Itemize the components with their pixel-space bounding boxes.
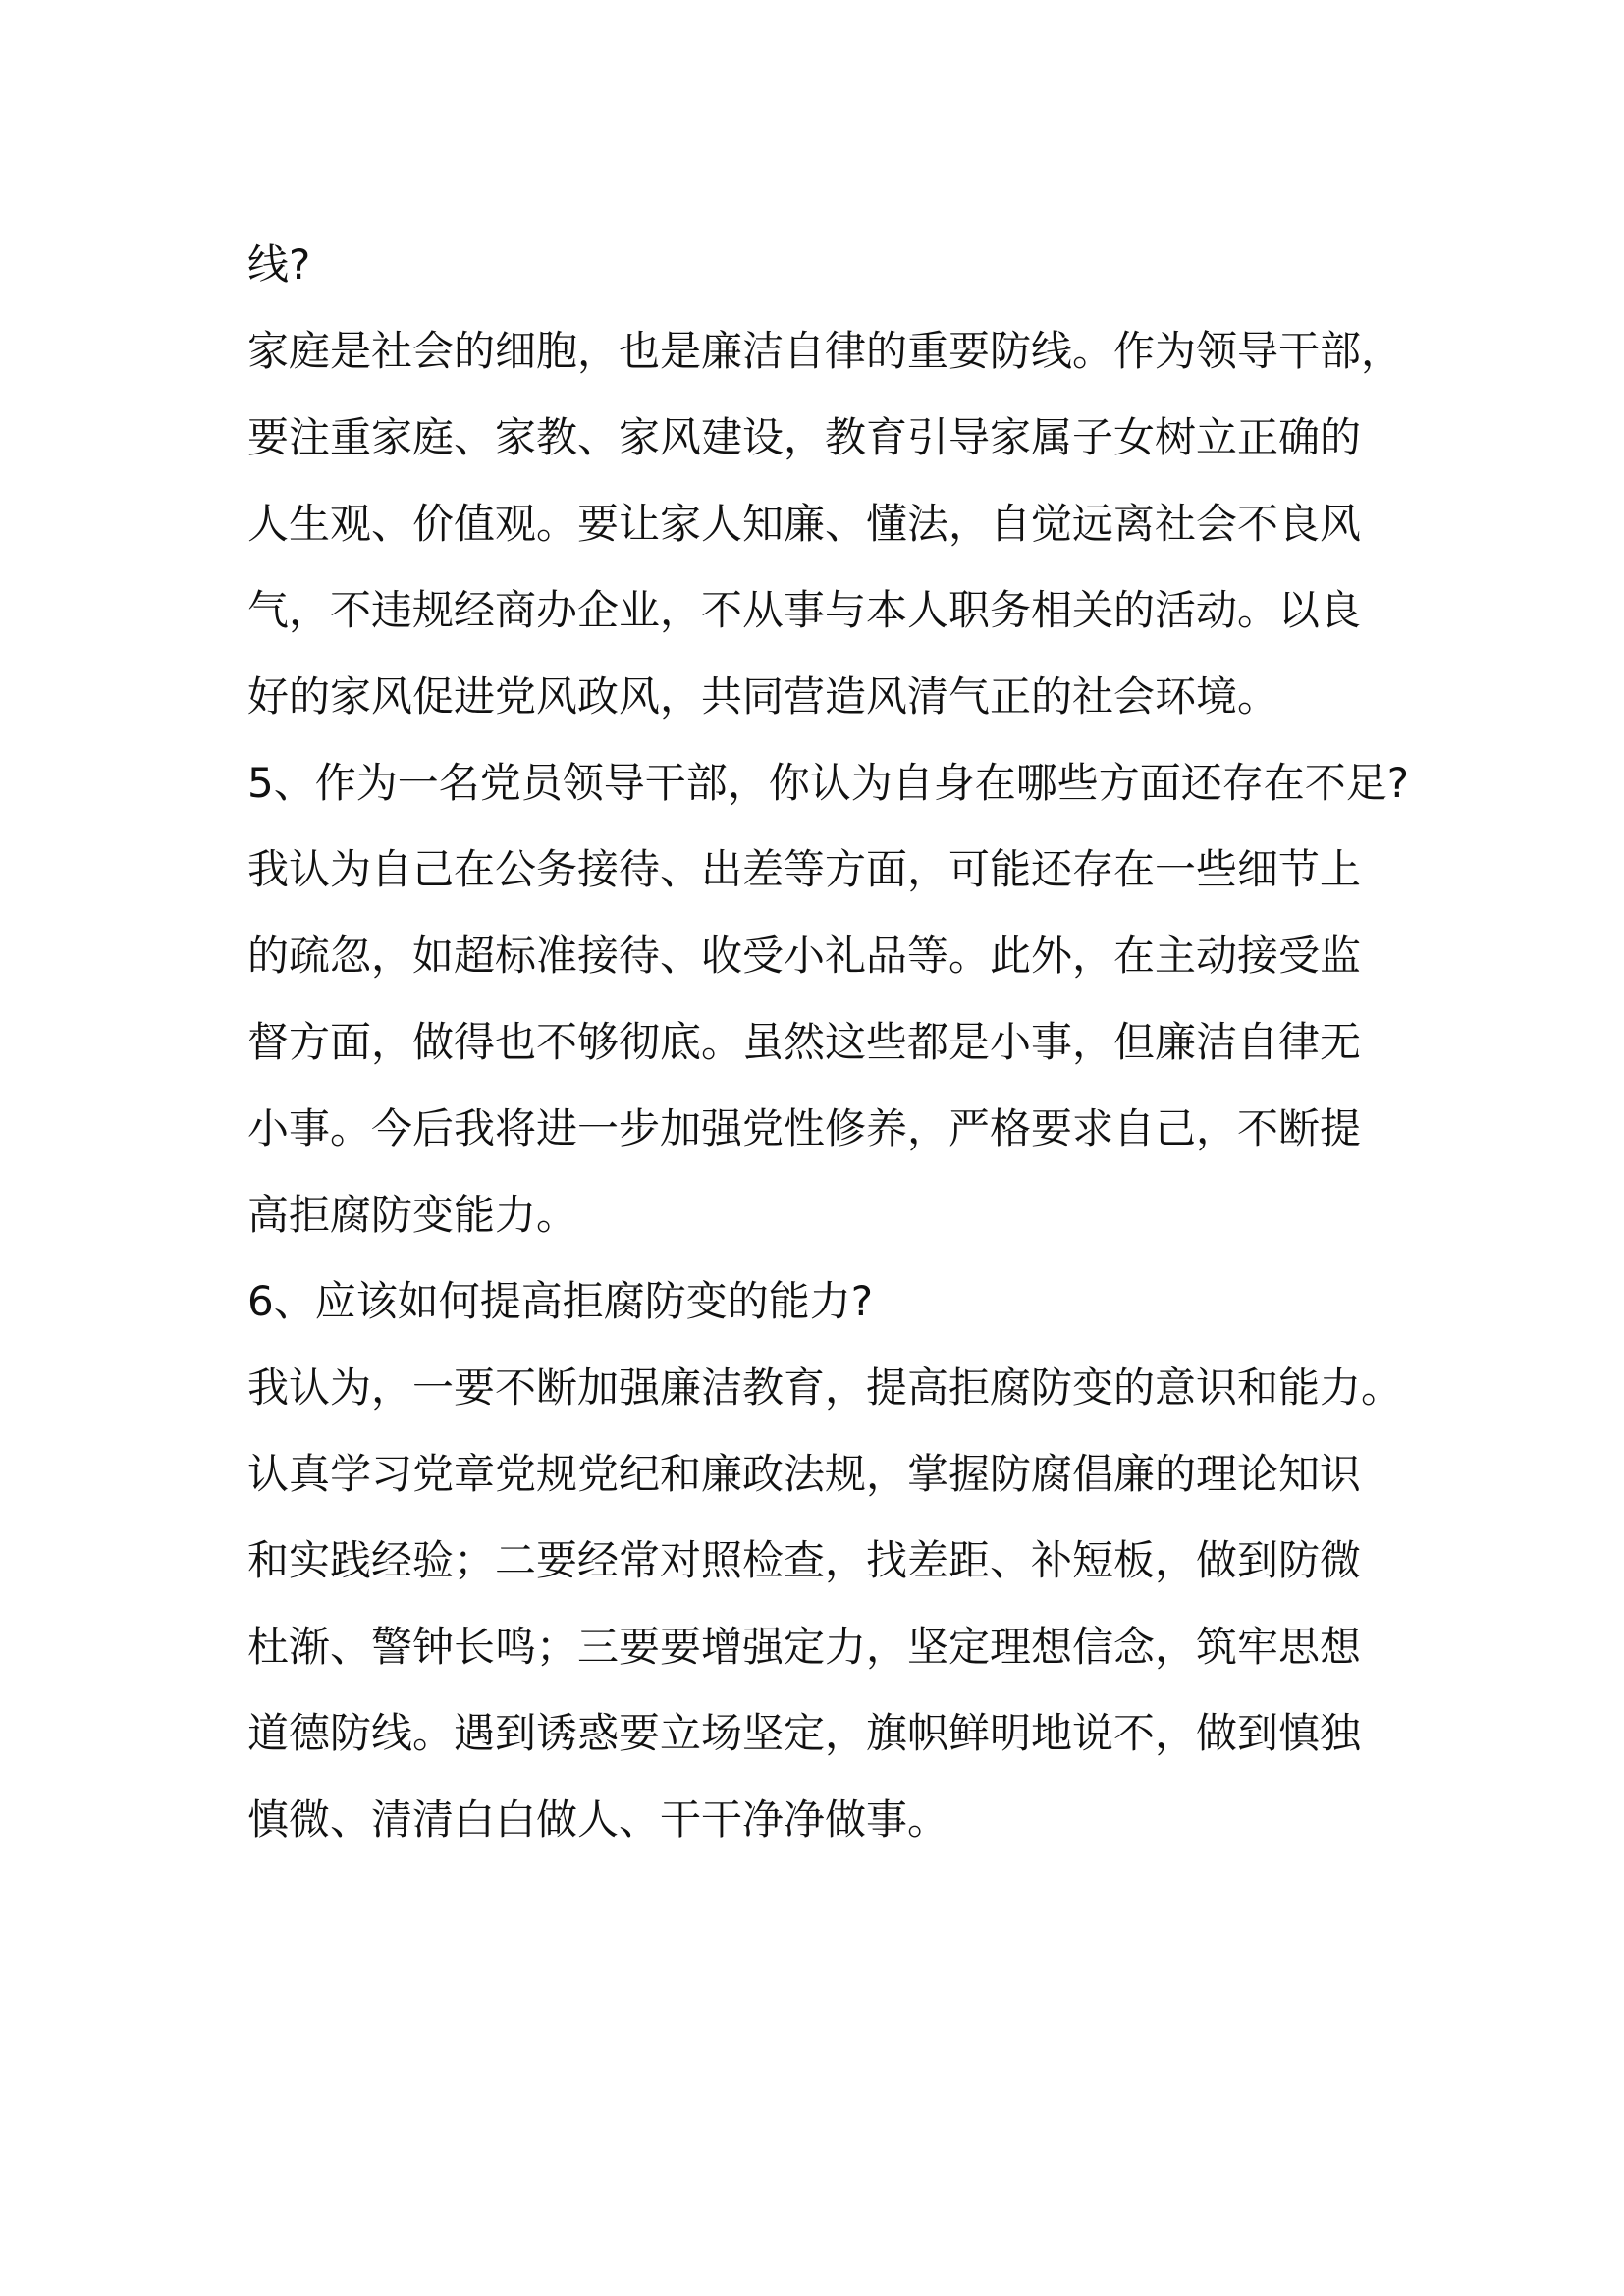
text-line: 人生观、价值观。要让家人知廉、懂法，自觉远离社会不良风 — [247, 500, 1362, 548]
text-line: 我认为自己在公务接待、出差等方面，可能还存在一些细节上 — [247, 845, 1362, 893]
text-line: 杜渐、警钟长鸣；三要要增强定力，坚定理想信念，筑牢思想 — [247, 1623, 1362, 1671]
text-line: 慎微、清清白白做人、干干净净做事。 — [247, 1795, 949, 1843]
text-line: 道德防线。遇到诱惑要立场坚定，旗帜鲜明地说不，做到慎独 — [247, 1709, 1362, 1757]
text-line: 高拒腐防变能力。 — [247, 1191, 578, 1239]
text-line: 的疏忽，如超标准接待、收受小礼品等。此外，在主动接受监 — [247, 932, 1362, 980]
text-line: 督方面，做得也不够彻底。虽然这些都是小事，但廉洁自律无 — [247, 1018, 1362, 1066]
text-line: 气，不违规经商办企业，不从事与本人职务相关的活动。以良 — [247, 586, 1362, 634]
text-line: 家庭是社会的细胞，也是廉洁自律的重要防线。作为领导干部， — [247, 327, 1403, 375]
text-line: 好的家风促进党风政风，共同营造风清气正的社会环境。 — [247, 672, 1279, 721]
document-body — [247, 222, 1410, 1863]
question-heading-5: 5、作为一名党员领导干部，你认为自身在哪些方面还存在不足? — [247, 759, 1410, 807]
text-line: 和实践经验；二要经常对照检查，找差距、补短板，做到防微 — [247, 1536, 1362, 1584]
question-heading-6: 6、应该如何提高拒腐防变的能力? — [247, 1277, 874, 1325]
text-line: 要注重家庭、家教、家风建设，教育引导家属子女树立正确的 — [247, 413, 1362, 461]
text-line: 认真学习党章党规党纪和廉政法规，掌握防腐倡廉的理论知识 — [247, 1450, 1362, 1498]
text-line: 线? — [247, 240, 311, 289]
text-line: 小事。今后我将进一步加强党性修养，严格要求自己，不断提 — [247, 1104, 1362, 1152]
text-line: 我认为，一要不断加强廉洁教育，提高拒腐防变的意识和能力。 — [247, 1363, 1403, 1412]
